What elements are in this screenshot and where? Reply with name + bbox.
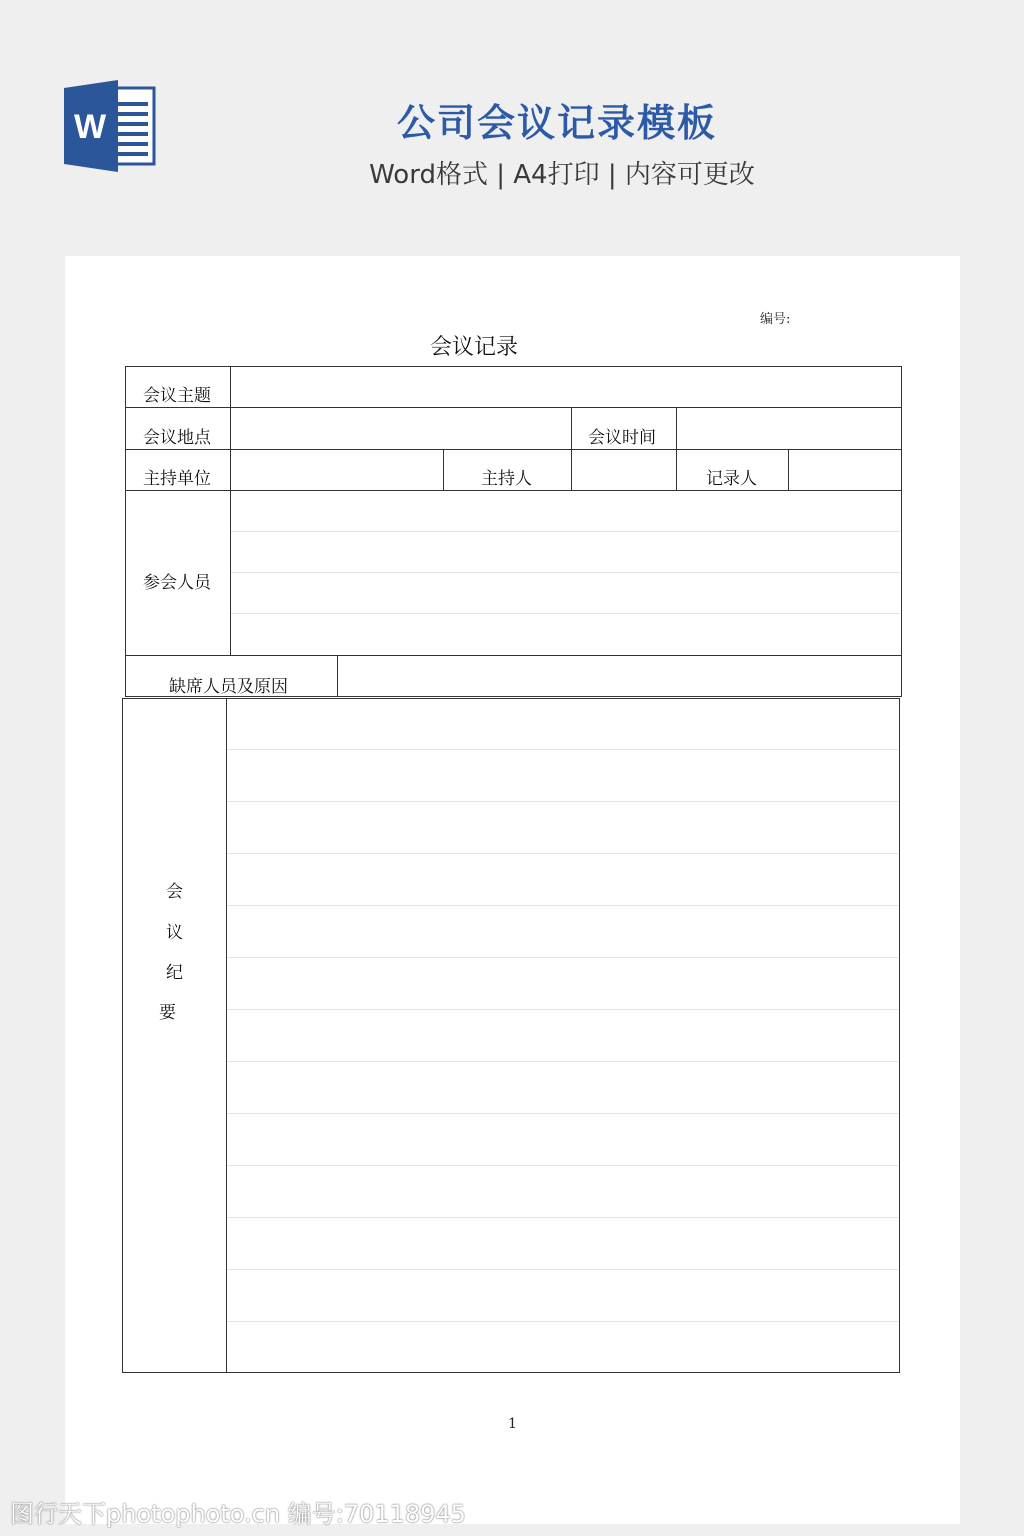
form-title: 会议记录 [429, 335, 518, 360]
minutes-label-char: 会 [166, 882, 183, 902]
serial-number-label: 编号: [760, 312, 791, 327]
minutes-label-char: 要 [159, 1003, 176, 1023]
host-label: 主持人 [481, 469, 532, 489]
absentees-label: 缺席人员及原因 [169, 677, 288, 697]
topic-label: 会议主题 [143, 386, 211, 406]
watermark: 图行天下photophoto.cn 编号:70118945 [10, 1500, 466, 1528]
minutes-label-char: 纪 [166, 963, 183, 983]
location-label: 会议地点 [143, 428, 211, 448]
attendees-label: 参会人员 [143, 573, 211, 593]
recorder-label: 记录人 [706, 469, 757, 489]
host-unit-label: 主持单位 [143, 469, 211, 489]
minutes-label-char: 议 [166, 923, 183, 943]
header-title: 公司会议记录模板 [396, 101, 717, 145]
page-number: 1 [508, 1416, 517, 1432]
time-label: 会议时间 [588, 428, 656, 448]
header-subtitle: Word格式 | A4打印 | 内容可更改 [369, 160, 755, 190]
logo-letter: W [73, 108, 107, 146]
